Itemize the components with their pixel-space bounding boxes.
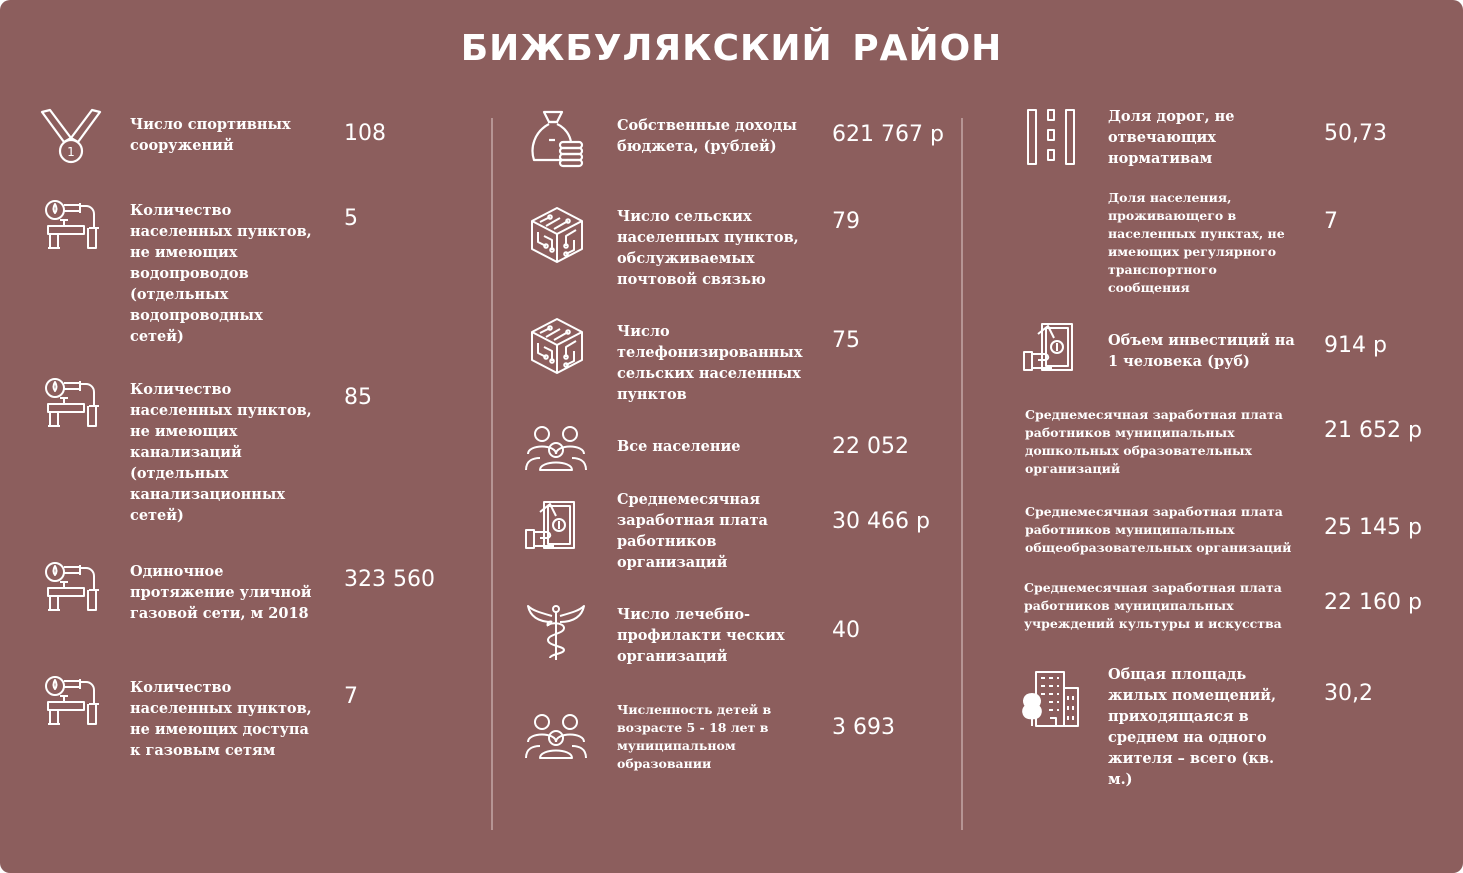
stat-label-budget-revenue: Собственные доходы бюджета, (рублей)	[617, 117, 797, 155]
road-icon	[1026, 108, 1076, 166]
hand-money-icon	[1022, 322, 1074, 372]
stat-label-investments: Объем инвестиций на 1 человека (руб)	[1108, 332, 1295, 370]
stat-value-telephony: 75	[832, 328, 860, 353]
circuit-cube-icon	[530, 206, 584, 264]
people-group-icon	[524, 424, 588, 472]
stat-label-no-transport: Доля населения, проживающего в населенных пунктах, не имеющих регулярного транспортного сообщения	[1108, 190, 1285, 295]
hand-money-icon	[524, 500, 576, 550]
column-divider-right	[961, 118, 963, 830]
stat-label-no-water: Количество населенных пунктов, не имеющих водопроводов (отдельных водопроводных сетей)	[130, 202, 312, 345]
stat-value-salary-culture: 22 160 р	[1324, 590, 1422, 615]
stat-value-sports-facilities: 108	[344, 121, 386, 146]
svg-text:1: 1	[67, 145, 75, 159]
stat-value-avg-salary: 30 466 р	[832, 509, 930, 534]
pipes-icon	[44, 198, 98, 252]
stat-value-no-transport: 7	[1324, 209, 1338, 234]
stat-value-population: 22 052	[832, 434, 909, 459]
stat-label-population: Все население	[617, 438, 741, 455]
stat-value-gas-network-length: 323 560	[344, 567, 435, 592]
stat-value-roads: 50,73	[1324, 121, 1387, 146]
stat-label-no-gas: Количество населенных пунктов, не имеющих доступа к газовым сетям	[130, 679, 312, 759]
stat-label-salary-schools: Среднемесячная заработная плата работников муниципальных общеобразовательных организаций	[1025, 504, 1292, 555]
stat-value-no-gas: 7	[344, 684, 358, 709]
stat-value-budget-revenue: 621 767 р	[832, 122, 944, 147]
stat-label-gas-network-length: Одиночное протяжение уличной газовой сети, м 2018	[130, 563, 312, 622]
stat-label-roads: Доля дорог, не отвечающих нормативам	[1108, 108, 1235, 167]
stat-value-no-water: 5	[344, 206, 358, 231]
pipes-icon	[44, 560, 98, 614]
stat-label-avg-salary: Среднемесячная заработная плата работников организаций	[617, 491, 768, 571]
stat-label-children: Численность детей в возрасте 5 - 18 лет в муниципальном образовании	[617, 702, 772, 771]
stat-value-salary-preschool: 21 652 р	[1324, 418, 1422, 443]
stat-value-medical-orgs: 40	[832, 618, 860, 643]
stat-label-no-sewerage: Количество населенных пунктов, не имеющих канализаций (отдельных канализационных сетей)	[130, 381, 312, 524]
medal-icon	[40, 108, 102, 166]
pipes-icon	[44, 376, 98, 430]
stat-label-living-space: Общая площадь жилых помещений, приходящаяся в среднем на одного жителя – всего (кв. м.)	[1108, 666, 1277, 788]
stat-value-living-space: 30,2	[1324, 681, 1373, 706]
pipes-icon	[44, 674, 98, 728]
building-tree-icon	[1020, 668, 1080, 728]
column-divider-left	[491, 118, 493, 830]
stat-value-investments: 914 р	[1324, 333, 1387, 358]
stat-label-salary-culture: Среднемесячная заработная плата работников муниципальных учреждений культуры и искусства	[1024, 580, 1282, 631]
money-bag-icon	[528, 108, 588, 168]
stat-value-postal-service: 79	[832, 209, 860, 234]
page-title: БИЖБУЛЯКСКИЙ РАЙОН	[460, 28, 1003, 69]
stat-value-no-sewerage: 85	[344, 385, 372, 410]
stat-value-children: 3 693	[832, 715, 895, 740]
stat-label-sports-facilities: Число спортивных сооружений	[130, 116, 291, 154]
stat-label-telephony: Число телефонизированных сельских населенных пунктов	[617, 323, 803, 403]
circuit-cube-icon	[530, 317, 584, 375]
caduceus-icon	[526, 604, 586, 662]
people-group-icon	[524, 712, 588, 760]
stat-value-salary-schools: 25 145 р	[1324, 515, 1422, 540]
stat-label-medical-orgs: Число лечебно-профилакти ческих организаций	[617, 606, 785, 665]
stat-label-postal-service: Число сельских населенных пунктов, обслуживаемых почтовой связью	[617, 208, 799, 288]
stat-label-salary-preschool: Среднемесячная заработная плата работников муниципальных дошкольных образовательных организаций	[1025, 407, 1283, 476]
